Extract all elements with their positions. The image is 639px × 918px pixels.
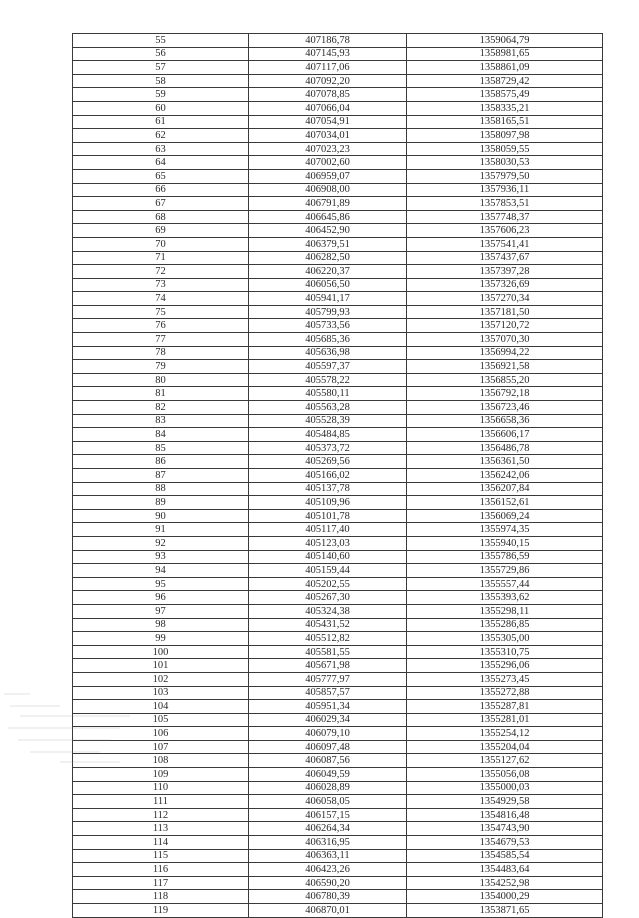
y-coordinate-cell: 1357853,51 [407,197,603,211]
table-row [73,428,603,442]
point-number-cell: 115 [73,849,249,863]
x-coordinate-cell: 405431,52 [249,618,407,632]
point-number-cell: 107 [73,740,249,754]
x-coordinate-cell: 407066,04 [249,101,407,115]
x-coordinate-cell: 405636,98 [249,346,407,360]
table-row [73,156,603,170]
point-number-cell: 109 [73,768,249,782]
y-coordinate-cell: 1356855,20 [407,373,603,387]
table-row [73,863,603,877]
table-row [73,781,603,795]
point-number-cell: 87 [73,469,249,483]
y-coordinate-cell: 1355273,45 [407,672,603,686]
table-row [73,509,603,523]
table-row [73,74,603,88]
table-row [73,564,603,578]
x-coordinate-cell: 406058,05 [249,795,407,809]
y-coordinate-cell: 1357936,11 [407,183,603,197]
x-coordinate-cell: 405512,82 [249,632,407,646]
point-number-cell: 108 [73,754,249,768]
x-coordinate-cell: 406379,51 [249,237,407,251]
point-number-cell: 111 [73,795,249,809]
point-number-cell: 106 [73,727,249,741]
x-coordinate-cell: 405123,03 [249,536,407,550]
point-number-cell: 67 [73,197,249,211]
table-row [73,659,603,673]
x-coordinate-cell: 405202,55 [249,577,407,591]
table-row [73,822,603,836]
point-number-cell: 85 [73,441,249,455]
y-coordinate-cell: 1355056,08 [407,768,603,782]
y-coordinate-cell: 1356242,06 [407,469,603,483]
point-number-cell: 118 [73,890,249,904]
y-coordinate-cell: 1356723,46 [407,401,603,415]
x-coordinate-cell: 406056,50 [249,278,407,292]
table-row [73,604,603,618]
x-coordinate-cell: 406029,34 [249,713,407,727]
x-coordinate-cell: 407145,93 [249,47,407,61]
y-coordinate-cell: 1355974,35 [407,523,603,537]
x-coordinate-cell: 405140,60 [249,550,407,564]
y-coordinate-cell: 1357748,37 [407,210,603,224]
coordinates-table [72,33,603,918]
y-coordinate-cell: 1356606,17 [407,428,603,442]
y-coordinate-cell: 1355298,11 [407,604,603,618]
x-coordinate-cell: 405597,37 [249,360,407,374]
table-row [73,890,603,904]
point-number-cell: 74 [73,292,249,306]
x-coordinate-cell: 405528,39 [249,414,407,428]
table-row [73,496,603,510]
x-coordinate-cell: 405324,38 [249,604,407,618]
point-number-cell: 63 [73,142,249,156]
point-number-cell: 62 [73,129,249,143]
x-coordinate-cell: 406423,26 [249,863,407,877]
table-row [73,129,603,143]
x-coordinate-cell: 406282,50 [249,251,407,265]
y-coordinate-cell: 1357120,72 [407,319,603,333]
point-number-cell: 59 [73,88,249,102]
x-coordinate-cell: 405941,17 [249,292,407,306]
y-coordinate-cell: 1354679,53 [407,836,603,850]
table-row [73,346,603,360]
table-row [73,360,603,374]
y-coordinate-cell: 1356361,50 [407,455,603,469]
y-coordinate-cell: 1358729,42 [407,74,603,88]
x-coordinate-cell: 406097,48 [249,740,407,754]
table-row [73,904,603,918]
table-row [73,482,603,496]
x-coordinate-cell: 405563,28 [249,401,407,415]
x-coordinate-cell: 406087,56 [249,754,407,768]
y-coordinate-cell: 1355287,81 [407,700,603,714]
table-row [73,169,603,183]
y-coordinate-cell: 1355127,62 [407,754,603,768]
y-coordinate-cell: 1358335,21 [407,101,603,115]
y-coordinate-cell: 1355272,88 [407,686,603,700]
y-coordinate-cell: 1358861,09 [407,61,603,75]
point-number-cell: 72 [73,265,249,279]
point-number-cell: 60 [73,101,249,115]
y-coordinate-cell: 1357070,30 [407,333,603,347]
y-coordinate-cell: 1357270,34 [407,292,603,306]
x-coordinate-cell: 405685,36 [249,333,407,347]
x-coordinate-cell: 406220,37 [249,265,407,279]
table-row [73,278,603,292]
point-number-cell: 76 [73,319,249,333]
y-coordinate-cell: 1355305,00 [407,632,603,646]
x-coordinate-cell: 406780,39 [249,890,407,904]
y-coordinate-cell: 1356792,18 [407,387,603,401]
table-row [73,577,603,591]
point-number-cell: 110 [73,781,249,795]
x-coordinate-cell: 407078,85 [249,88,407,102]
y-coordinate-cell: 1359064,79 [407,34,603,48]
y-coordinate-cell: 1357541,41 [407,237,603,251]
x-coordinate-cell: 405117,40 [249,523,407,537]
point-number-cell: 97 [73,604,249,618]
x-coordinate-cell: 407023,23 [249,142,407,156]
table-row [73,591,603,605]
table-row [73,808,603,822]
y-coordinate-cell: 1356069,24 [407,509,603,523]
y-coordinate-cell: 1358030,53 [407,156,603,170]
x-coordinate-cell: 406363,11 [249,849,407,863]
point-number-cell: 92 [73,536,249,550]
y-coordinate-cell: 1356486,78 [407,441,603,455]
point-number-cell: 65 [73,169,249,183]
x-coordinate-cell: 405671,98 [249,659,407,673]
point-number-cell: 84 [73,428,249,442]
point-number-cell: 104 [73,700,249,714]
y-coordinate-cell: 1356152,61 [407,496,603,510]
point-number-cell: 100 [73,645,249,659]
coordinates-table-body [73,34,603,918]
x-coordinate-cell: 406452,90 [249,224,407,238]
x-coordinate-cell: 407117,06 [249,61,407,75]
point-number-cell: 70 [73,237,249,251]
x-coordinate-cell: 405799,93 [249,305,407,319]
point-number-cell: 112 [73,808,249,822]
point-number-cell: 90 [73,509,249,523]
table-row [73,197,603,211]
x-coordinate-cell: 407092,20 [249,74,407,88]
x-coordinate-cell: 406049,59 [249,768,407,782]
table-row [73,672,603,686]
table-row [73,455,603,469]
table-row [73,740,603,754]
point-number-cell: 101 [73,659,249,673]
x-coordinate-cell: 405137,78 [249,482,407,496]
x-coordinate-cell: 405951,34 [249,700,407,714]
table-row [73,88,603,102]
table-row [73,645,603,659]
y-coordinate-cell: 1354252,98 [407,876,603,890]
x-coordinate-cell: 405269,56 [249,455,407,469]
table-row [73,523,603,537]
point-number-cell: 94 [73,564,249,578]
point-number-cell: 81 [73,387,249,401]
x-coordinate-cell: 406590,20 [249,876,407,890]
x-coordinate-cell: 405159,44 [249,564,407,578]
table-row [73,632,603,646]
x-coordinate-cell: 405109,96 [249,496,407,510]
table-row [73,210,603,224]
table-row [73,251,603,265]
y-coordinate-cell: 1356658,36 [407,414,603,428]
table-row [73,700,603,714]
x-coordinate-cell: 406870,01 [249,904,407,918]
y-coordinate-cell: 1358097,98 [407,129,603,143]
y-coordinate-cell: 1354000,29 [407,890,603,904]
point-number-cell: 95 [73,577,249,591]
y-coordinate-cell: 1357979,50 [407,169,603,183]
x-coordinate-cell: 406157,15 [249,808,407,822]
x-coordinate-cell: 406908,00 [249,183,407,197]
point-number-cell: 57 [73,61,249,75]
y-coordinate-cell: 1357397,28 [407,265,603,279]
point-number-cell: 69 [73,224,249,238]
y-coordinate-cell: 1355204,04 [407,740,603,754]
y-coordinate-cell: 1355729,86 [407,564,603,578]
x-coordinate-cell: 406079,10 [249,727,407,741]
point-number-cell: 79 [73,360,249,374]
x-coordinate-cell: 405166,02 [249,469,407,483]
y-coordinate-cell: 1358059,55 [407,142,603,156]
faded-stamp-mark [0,688,140,768]
x-coordinate-cell: 407186,78 [249,34,407,48]
point-number-cell: 83 [73,414,249,428]
table-row [73,61,603,75]
x-coordinate-cell: 407054,91 [249,115,407,129]
point-number-cell: 93 [73,550,249,564]
x-coordinate-cell: 406645,86 [249,210,407,224]
table-row [73,373,603,387]
table-row [73,727,603,741]
y-coordinate-cell: 1354929,58 [407,795,603,809]
table-row [73,876,603,890]
table-row [73,795,603,809]
y-coordinate-cell: 1355286,85 [407,618,603,632]
table-row [73,469,603,483]
point-number-cell: 73 [73,278,249,292]
point-number-cell: 55 [73,34,249,48]
point-number-cell: 80 [73,373,249,387]
point-number-cell: 117 [73,876,249,890]
point-number-cell: 71 [73,251,249,265]
y-coordinate-cell: 1353871,65 [407,904,603,918]
x-coordinate-cell: 405101,78 [249,509,407,523]
x-coordinate-cell: 405267,30 [249,591,407,605]
table-row [73,387,603,401]
y-coordinate-cell: 1354743,90 [407,822,603,836]
table-row [73,265,603,279]
table-row [73,142,603,156]
y-coordinate-cell: 1357181,50 [407,305,603,319]
y-coordinate-cell: 1357606,23 [407,224,603,238]
x-coordinate-cell: 405578,22 [249,373,407,387]
x-coordinate-cell: 406028,89 [249,781,407,795]
x-coordinate-cell: 407002,60 [249,156,407,170]
table-row [73,550,603,564]
point-number-cell: 68 [73,210,249,224]
table-row [73,713,603,727]
x-coordinate-cell: 405857,57 [249,686,407,700]
point-number-cell: 96 [73,591,249,605]
y-coordinate-cell: 1357437,67 [407,251,603,265]
point-number-cell: 89 [73,496,249,510]
table-row [73,115,603,129]
table-row [73,414,603,428]
point-number-cell: 58 [73,74,249,88]
table-row [73,441,603,455]
x-coordinate-cell: 405580,11 [249,387,407,401]
y-coordinate-cell: 1355786,59 [407,550,603,564]
point-number-cell: 86 [73,455,249,469]
table-row [73,292,603,306]
x-coordinate-cell: 406264,34 [249,822,407,836]
y-coordinate-cell: 1355557,44 [407,577,603,591]
x-coordinate-cell: 405733,56 [249,319,407,333]
x-coordinate-cell: 405484,85 [249,428,407,442]
y-coordinate-cell: 1355296,06 [407,659,603,673]
table-row [73,224,603,238]
point-number-cell: 113 [73,822,249,836]
table-row [73,618,603,632]
x-coordinate-cell: 406316,95 [249,836,407,850]
table-row [73,183,603,197]
y-coordinate-cell: 1356207,84 [407,482,603,496]
y-coordinate-cell: 1358165,51 [407,115,603,129]
table-row [73,849,603,863]
point-number-cell: 99 [73,632,249,646]
point-number-cell: 82 [73,401,249,415]
table-row [73,536,603,550]
table-row [73,319,603,333]
y-coordinate-cell: 1355000,03 [407,781,603,795]
table-row [73,34,603,48]
point-number-cell: 66 [73,183,249,197]
y-coordinate-cell: 1355254,12 [407,727,603,741]
x-coordinate-cell: 405373,72 [249,441,407,455]
y-coordinate-cell: 1355281,01 [407,713,603,727]
point-number-cell: 56 [73,47,249,61]
x-coordinate-cell: 405581,55 [249,645,407,659]
y-coordinate-cell: 1358981,65 [407,47,603,61]
point-number-cell: 116 [73,863,249,877]
y-coordinate-cell: 1356921,58 [407,360,603,374]
point-number-cell: 102 [73,672,249,686]
point-number-cell: 119 [73,904,249,918]
x-coordinate-cell: 405777,97 [249,672,407,686]
y-coordinate-cell: 1354585,54 [407,849,603,863]
y-coordinate-cell: 1355310,75 [407,645,603,659]
table-row [73,333,603,347]
point-number-cell: 88 [73,482,249,496]
point-number-cell: 91 [73,523,249,537]
y-coordinate-cell: 1356994,22 [407,346,603,360]
table-row [73,101,603,115]
table-row [73,768,603,782]
y-coordinate-cell: 1358575,49 [407,88,603,102]
table-row [73,836,603,850]
y-coordinate-cell: 1355393,62 [407,591,603,605]
x-coordinate-cell: 406959,07 [249,169,407,183]
table-row [73,754,603,768]
table-row [73,401,603,415]
y-coordinate-cell: 1354483,64 [407,863,603,877]
point-number-cell: 75 [73,305,249,319]
table-row [73,237,603,251]
point-number-cell: 78 [73,346,249,360]
y-coordinate-cell: 1357326,69 [407,278,603,292]
y-coordinate-cell: 1354816,48 [407,808,603,822]
table-row [73,686,603,700]
x-coordinate-cell: 406791,89 [249,197,407,211]
x-coordinate-cell: 407034,01 [249,129,407,143]
point-number-cell: 105 [73,713,249,727]
y-coordinate-cell: 1355940,15 [407,536,603,550]
point-number-cell: 103 [73,686,249,700]
point-number-cell: 64 [73,156,249,170]
point-number-cell: 61 [73,115,249,129]
table-row [73,47,603,61]
point-number-cell: 77 [73,333,249,347]
point-number-cell: 98 [73,618,249,632]
point-number-cell: 114 [73,836,249,850]
table-row [73,305,603,319]
